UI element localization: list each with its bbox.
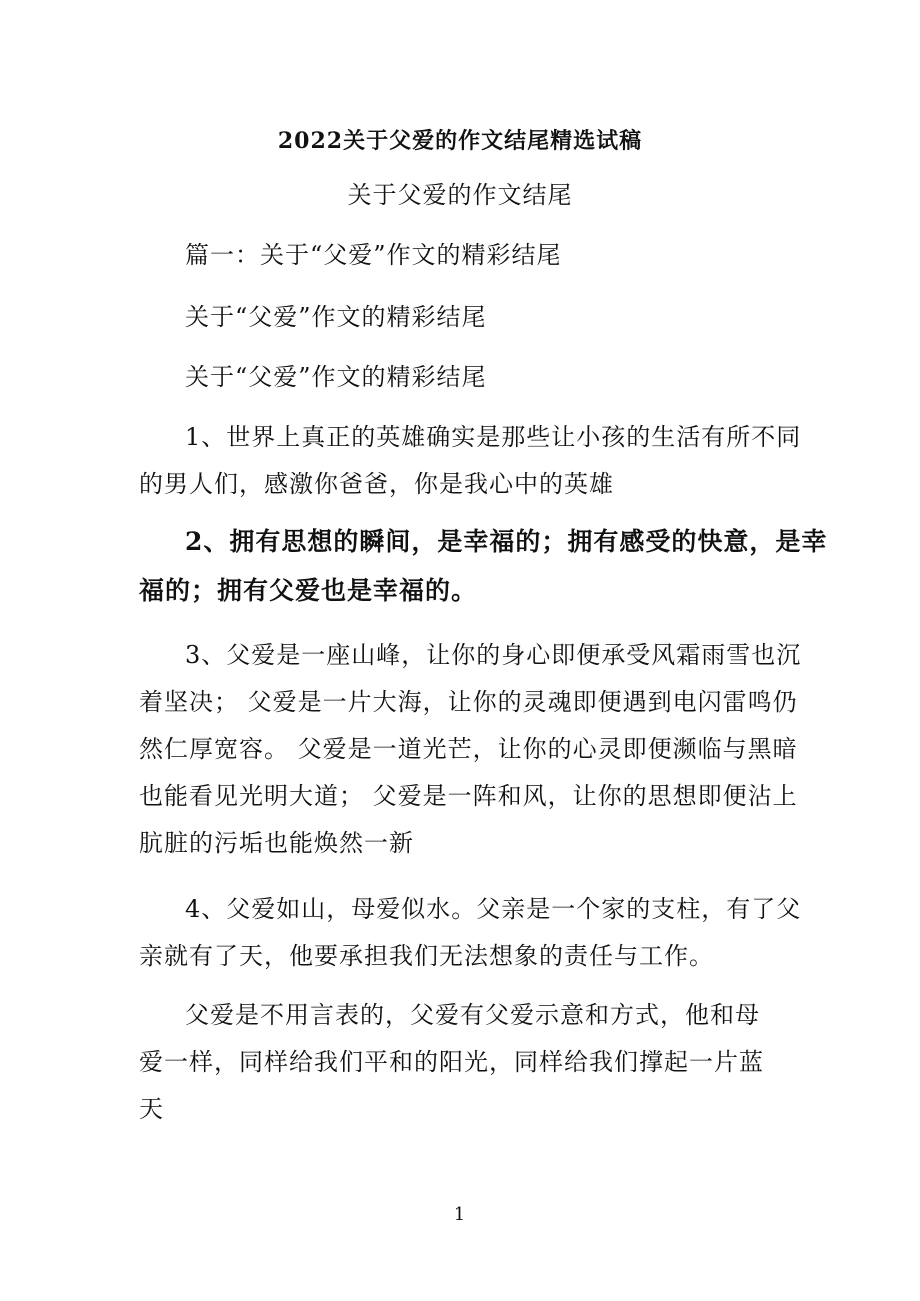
- page-number: 1: [453, 1204, 467, 1225]
- paragraph-line: 亲就有了天，他要承担我们无法想象的责任与工作。: [139, 942, 714, 970]
- paragraph-line: 也能看见光明大道； 父爱是一阵和风，让你的思想即便沾上: [139, 782, 798, 810]
- section-heading: 篇一：关于“父爱”作文的精彩结尾: [185, 241, 562, 269]
- paragraph-line: 3、父爱是一座山峰，让你的身心即便承受风霜雨雪也沉: [185, 641, 802, 669]
- paragraph-line: 4、父爱如山，母爱似水。父亲是一个家的支柱，有了父: [185, 895, 802, 923]
- paragraph-line: 父爱是不用言表的，父爱有父爱示意和方式，他和母: [185, 1001, 760, 1029]
- document-title: 2022关于父爱的作文结尾精选试稿: [277, 128, 643, 154]
- paragraph-line: 着坚决； 父爱是一片大海，让你的灵魂即便遇到电闪雷鸣仍: [139, 688, 798, 716]
- paragraph-line: 然仁厚宽容。 父爱是一道光芒，让你的心灵即便濒临与黑暗: [139, 735, 798, 763]
- paragraph-line: 天: [139, 1095, 164, 1123]
- heading: 关于“父爱”作文的精彩结尾: [185, 303, 487, 331]
- subtitle: 关于父爱的作文结尾: [347, 181, 573, 209]
- paragraph-line: 2、拥有思想的瞬间，是幸福的；拥有感受的快意，是幸: [185, 527, 828, 556]
- paragraph-line: 福的；拥有父爱也是幸福的。: [139, 576, 478, 605]
- paragraph-line: 肮脏的污垢也能焕然一新: [139, 829, 414, 857]
- heading: 关于“父爱”作文的精彩结尾: [185, 363, 487, 391]
- paragraph-line: 爱一样，同样给我们平和的阳光，同样给我们撑起一片蓝: [139, 1048, 764, 1076]
- paragraph-line: 的男人们，感激你爸爸，你是我心中的英雄: [139, 470, 614, 498]
- paragraph-line: 1、世界上真正的英雄确实是那些让小孩的生活有所不同: [185, 423, 802, 451]
